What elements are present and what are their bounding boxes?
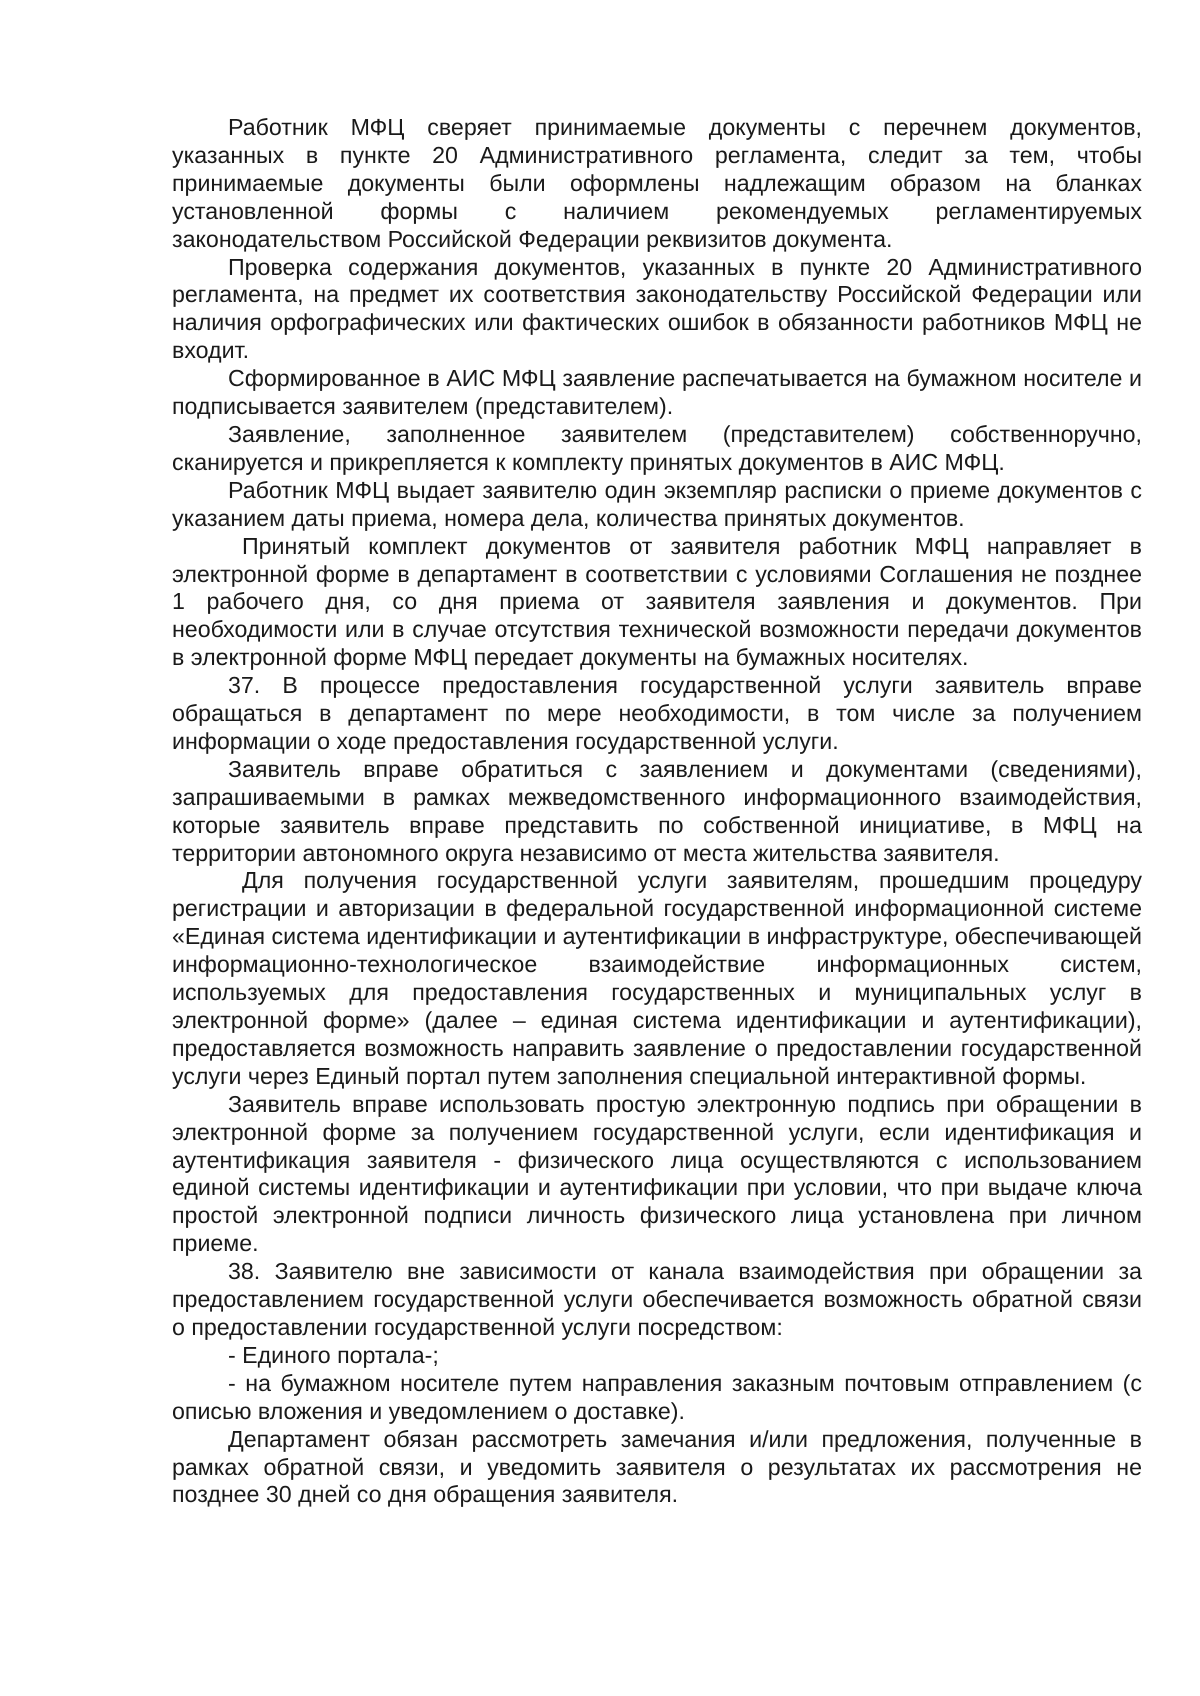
list-item-paper: - на бумажном носителе путем направления заказным почтовым отправлением (с описью вложения и уведомлением о доставке). [172, 1369, 1142, 1424]
paragraph-receipt: Работник МФЦ выдает заявителю один экземпляр расписки о приеме документов с указанием даты приема, номера дела, количества принятых документов. [172, 476, 1142, 531]
document-body [172, 114, 1142, 1509]
paragraph-application-scan: Заявление, заполненное заявителем (представителем) собственноручно, сканируется и прикрепляется к комплекту принятых документов в АИС МФЦ. [172, 420, 1142, 475]
list-item-portal: - Единого портала-; [228, 1341, 439, 1368]
paragraph-simple-signature: Заявитель вправе использовать простую электронную подпись при обращении в электронной форме за получением государственной услуги, если идентификация и аутентификация заявителя - физического лица осуществляются с использованием единой системы идентификации и аутентификации при условии, что при выдаче ключа простой электронной подписи личность физического лица установлена при личном приеме. [172, 1090, 1142, 1257]
paragraph-application-print: Сформированное в АИС МФЦ заявление распечатывается на бумажном носителе и подписывается заявителем (представителем). [172, 365, 1142, 420]
paragraph-feedback-review: Департамент обязан рассмотреть замечания и/или предложения, полученные в рамках обратной связи, и уведомить заявителя о результатах их рассмотрения не позднее 30 дней со дня обращения заявителя. [172, 1425, 1142, 1508]
paragraph-document-check: Работник МФЦ сверяет принимаемые документы с перечнем документов, указанных в пункте 20 Административного регламента, следит за тем, чтобы принимаемые документы были оформлены надлежащим образом на бланках установленной формы с наличием рекомендуемых регламентируемых законодательством Российской Федерации реквизитов документа. [172, 114, 1142, 252]
paragraph-applicant-right: Заявитель вправе обратиться с заявлением и документами (сведениями), запрашиваемыми в рамках межведомственного информационного взаимодействия, которые заявитель вправе представить по собственной инициативе, в МФЦ на территории автономного округа независимо от места жительства заявителя. [172, 755, 1142, 866]
paragraph-content-check: Проверка содержания документов, указанных в пункте 20 Административного регламента, на предмет их соответствия законодательству Российской Федерации или наличия орфографических или фактических ошибок в обязанности работников МФЦ не входит. [172, 253, 1142, 364]
paragraph-item-38: 38. Заявителю вне зависимости от канала взаимодействия при обращении за предоставлением государственной услуги обеспечивается возможность обратной связи о предоставлении государственной услуги посредством: [172, 1258, 1142, 1340]
paragraph-item-37: 37. В процессе предоставления государственной услуги заявитель вправе обращаться в департамент по мере необходимости, в том числе за получением информации о ходе предоставления государственной услуги. [172, 672, 1142, 754]
paragraph-esia: Для получения государственной услуги заявителям, прошедшим процедуру регистрации и авторизации в федеральной государственной информационной системе «Единая система идентификации и аутентификации в инфраструктуре, обеспечивающей информационно-технологическое взаимодействие информационных систем, используемых для предоставления государственных и муниципальных услуг в электронной форме» (далее – единая система идентификации и аутентификации), предоставляется возможность направить заявление о предоставлении государственной услуги через Единый портал путем заполнения специальной интерактивной формы. [172, 867, 1142, 1089]
paragraph-transfer: Принятый комплект документов от заявителя работник МФЦ направляет в электронной форме в департамент в соответствии с условиями Соглашения не позднее 1 рабочего дня, со дня приема от заявителя заявления и документов. При необходимости или в случае отсутствия технической возможности передачи документов в электронной форме МФЦ передает документы на бумажных носителях. [172, 532, 1142, 671]
